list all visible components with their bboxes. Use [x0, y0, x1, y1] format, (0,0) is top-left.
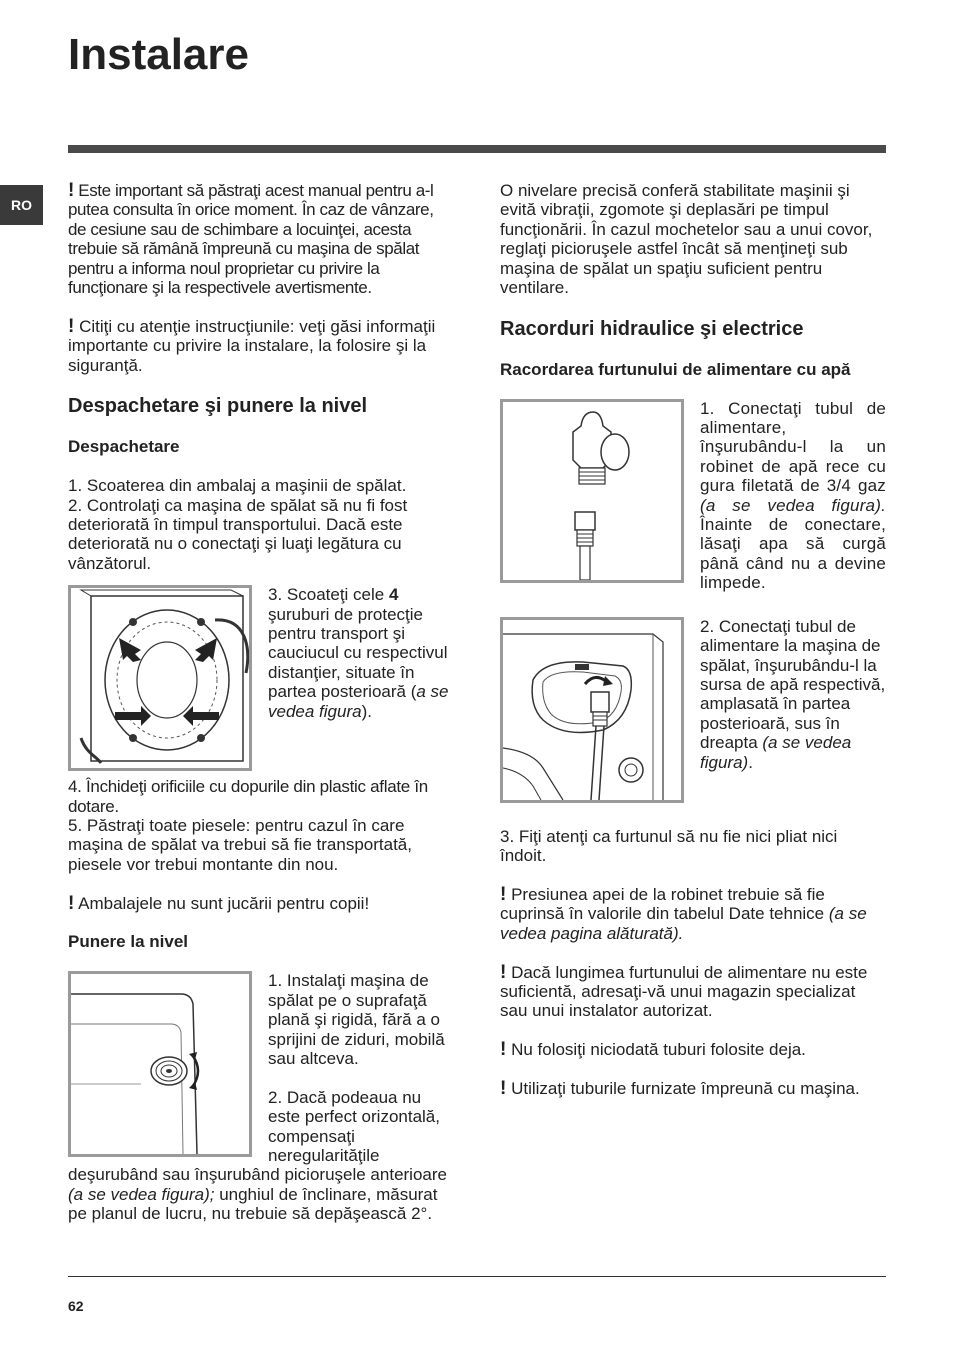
machine-inlet-illustration	[503, 620, 681, 800]
hose-step-1: 1. Conectaţi tubul de alimentare, înşurubându-l la un robinet de apă rece cu gura filetată de 3/4 gaz (a se vedea figura). Înainte de conectare, lăsaţi apa să curgă până când nu a devine limpede.	[700, 398, 886, 593]
warning-text: Este important să păstraţi acest manual pentru a-l putea consulta în orice moment. În caz de vânzare, de cesiune sau de schimbare a locuinţei, acesta trebuie să rămână împreună cu maşina de spălat pentru a informa noul proprietar cu privire la funcţionare şi la respectivele avertismente.	[68, 181, 434, 298]
unpack-step-1: 1. Scoaterea din ambalaj a maşinii de spălat.	[68, 476, 407, 496]
warning-text: Citiţi cu atenţie instrucţiunile: veţi găsi informaţii importante cu privire la instalare, la folosire şi la siguranţă.	[68, 316, 436, 375]
adjustable-foot-illustration	[71, 974, 249, 1154]
figure-tap-connection	[500, 399, 684, 583]
section-heading-connections: Racorduri hidraulice şi electrice	[500, 317, 804, 340]
warning-mark: !	[500, 883, 507, 905]
leveling-paragraph: O nivelare precisă conferă stabilitate maşinii şi evită vibraţii, zgomote şi deplasări pe timpul funcţionării. În cazul mochetelor sau a unui covor, reglaţi picioruşele astfel încât să menţineţi sub maşina de spălat un spaţiu suficient pentru ventilare.	[500, 181, 873, 298]
hose-step-3: 3. Fiţi atenţi ca furtunul să nu fie nici pliat nici îndoit.	[500, 826, 838, 866]
warning-keep-manual	[68, 181, 454, 297]
warning-mark: !	[68, 315, 75, 337]
footer-divider	[68, 1276, 886, 1277]
figure-leveling-feet	[68, 971, 252, 1157]
header-divider	[68, 145, 886, 153]
warning-read-instructions	[68, 317, 454, 375]
warning-mark: !	[68, 180, 74, 201]
level-step-1: 1. Instalaţi maşina de spălat pe o suprafaţă plană şi rigidă, fără a o sprijini de ziduri, mobilă sau altceva.	[268, 971, 445, 1068]
subheading-supply-hose: Racordarea furtunului de alimentare cu apă	[500, 359, 851, 379]
right-column	[500, 181, 886, 1118]
section-heading-unpack-level: Despachetare şi punere la nivel	[68, 395, 368, 418]
note-used-hoses: ! Nu folosiţi niciodată tuburi folosite deja.	[500, 1039, 806, 1061]
warning-mark: !	[500, 961, 507, 983]
page-title: Instalare	[68, 30, 249, 79]
note-water-pressure: ! Presiunea apei de la robinet trebuie să fie cuprinsă în valorile din tabelul Date tehnice (a se vedea pagina alăturată).	[500, 883, 867, 943]
warning-packaging	[68, 894, 454, 913]
note-hose-length: ! Dacă lungimea furtunului de alimentare nu este suficientă, adresaţi-vă unui magazin specializat sau unui instalator autorizat.	[500, 961, 868, 1021]
left-column	[68, 181, 454, 1224]
level-step-2: 2. Dacă podeaua nu este perfect orizontală, compensaţi neregularităţile deşurubând sau înşurubând picioruşele anterioare (a se vedea figura); unghiul de înclinare, măsurat pe planul de lucru, nu trebuie să depăşească 2°.	[68, 1087, 447, 1224]
unpack-step-4: 4. Închideţi orificiile cu dopurile din plastic aflate în dotare.	[68, 777, 428, 816]
unpack-step-5: 5. Păstraţi toate piesele: pentru cazul în care maşina de spălat va trebui să fie transportată, piesele vor trebui montante din nou.	[68, 816, 412, 874]
figure-transport-screws	[68, 585, 252, 771]
unpack-step-3: 3. Scoateţi cele 4 şuruburi de protecţie pentru transport şi cauciucul cu respectivul distanţier, situate în partea posterioară (a se vedea figura).	[268, 585, 449, 721]
warning-text: Ambalajele nu sunt jucării pentru copii!	[78, 893, 370, 913]
subheading-unpack: Despachetare	[68, 437, 180, 457]
language-tab: RO	[0, 185, 43, 225]
unpack-step-2: 2. Controlaţi ca maşina de spălat să nu fi fost deteriorată în timpul transportului. Dacă este deteriorată nu o conectaţi şi luaţi legătura cu vânzătorul.	[68, 495, 408, 573]
warning-mark: !	[500, 1039, 507, 1061]
figure-machine-inlet	[500, 617, 684, 803]
tap-and-hose-illustration	[503, 402, 681, 580]
note-supplied-hoses: ! Utilizaţi tuburile furnizate împreună cu maşina.	[500, 1077, 860, 1099]
page-number: 62	[68, 1298, 84, 1314]
warning-mark: !	[68, 892, 75, 914]
washer-back-illustration	[71, 588, 249, 768]
hose-step-2: 2. Conectaţi tubul de alimentare la maşina de spălat, înşurubându-l la sursa de apă respectivă, amplasată în partea posterioară, sus în dreapta (a se vedea figura).	[700, 616, 886, 772]
subheading-level: Punere la nivel	[68, 932, 188, 952]
warning-mark: !	[500, 1077, 507, 1099]
